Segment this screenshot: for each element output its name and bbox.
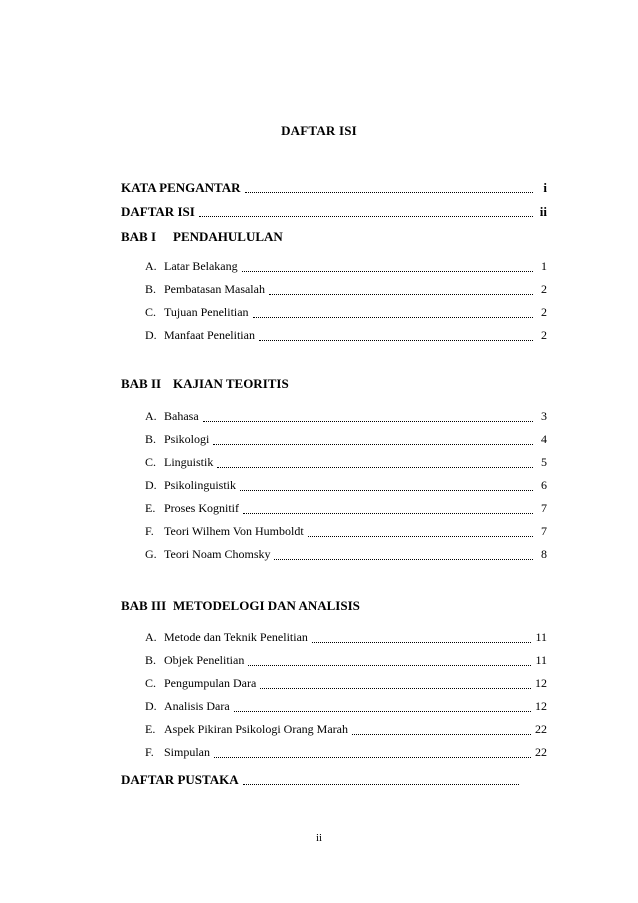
subentry-label: Pengumpulan Dara xyxy=(164,676,257,690)
toc-subentry xyxy=(145,409,547,425)
subentry-page: 11 xyxy=(535,630,547,644)
chapter-title: PENDAHULULAN xyxy=(173,229,283,244)
subentry-page: 7 xyxy=(541,501,547,515)
dot-leader xyxy=(308,526,533,537)
subentry-page: 2 xyxy=(541,305,547,319)
subentry-page: 8 xyxy=(541,547,547,561)
subentry-letter: E. xyxy=(145,722,156,736)
subentry-letter: D. xyxy=(145,699,157,713)
chapter-heading-bab-1 xyxy=(121,229,283,245)
toc-entry-page: ii xyxy=(539,204,547,219)
chapter-title: METODELOGI DAN ANALISIS xyxy=(173,598,360,613)
subentry-page: 5 xyxy=(541,455,547,469)
subentry-label: Teori Noam Chomsky xyxy=(164,547,271,561)
dot-leader xyxy=(203,411,533,422)
toc-entry-label: KATA PENGANTAR xyxy=(121,180,241,195)
dot-leader xyxy=(240,480,533,491)
subentry-label: Proses Kognitif xyxy=(164,501,239,515)
subentry-label: Simpulan xyxy=(164,745,211,759)
dot-leader xyxy=(217,457,533,468)
subentry-letter: D. xyxy=(145,478,157,492)
dot-leader xyxy=(243,503,533,514)
toc-subentry xyxy=(145,722,547,738)
dot-leader xyxy=(260,678,531,689)
chapter-heading-bab-2 xyxy=(121,376,289,392)
subentry-letter: C. xyxy=(145,676,157,690)
subentry-page: 2 xyxy=(541,328,547,342)
toc-subentry xyxy=(145,282,547,298)
subentry-letter: B. xyxy=(145,432,157,446)
dot-leader xyxy=(274,549,533,560)
chapter-heading-bab-3 xyxy=(121,598,360,614)
toc-subentry xyxy=(145,305,547,321)
dot-leader xyxy=(253,307,533,318)
toc-subentry xyxy=(145,328,547,344)
subentry-page: 4 xyxy=(541,432,547,446)
subentry-letter: A. xyxy=(145,409,157,423)
dot-leader xyxy=(352,724,531,735)
subentry-page: 12 xyxy=(535,676,547,690)
subentry-label: Objek Penelitian xyxy=(164,653,245,667)
toc-subentry xyxy=(145,653,547,669)
chapter-number: BAB III xyxy=(121,598,167,613)
subentry-page: 22 xyxy=(535,722,547,736)
toc-subentry xyxy=(145,630,547,646)
subentry-letter: B. xyxy=(145,282,157,296)
subentry-letter: C. xyxy=(145,455,157,469)
subentry-label: Manfaat Penelitian xyxy=(164,328,255,342)
subentry-page: 3 xyxy=(541,409,547,423)
dot-leader xyxy=(248,655,531,666)
subentry-letter: B. xyxy=(145,653,157,667)
dot-leader xyxy=(214,747,531,758)
subentry-page: 2 xyxy=(541,282,547,296)
dot-leader xyxy=(269,284,533,295)
dot-leader xyxy=(245,182,533,193)
subentry-label: Tujuan Penelitian xyxy=(164,305,249,319)
subentry-letter: F. xyxy=(145,745,154,759)
chapter-number: BAB II xyxy=(121,376,162,391)
dot-leader xyxy=(259,330,533,341)
subentry-label: Teori Wilhem Von Humboldt xyxy=(164,524,304,538)
page-title: DAFTAR ISI xyxy=(281,123,357,138)
dot-leader xyxy=(243,774,519,785)
subentry-label: Analisis Dara xyxy=(164,699,230,713)
toc-subentry xyxy=(145,432,547,448)
chapter-title: KAJIAN TEORITIS xyxy=(173,376,289,391)
toc-entry-daftar-pustaka xyxy=(121,772,533,788)
subentry-letter: E. xyxy=(145,501,156,515)
dot-leader xyxy=(312,632,532,643)
subentry-label: Aspek Pikiran Psikologi Orang Marah xyxy=(164,722,348,736)
subentry-letter: A. xyxy=(145,630,157,644)
toc-subentry xyxy=(145,501,547,517)
toc-subentry xyxy=(145,676,547,692)
toc-subentry xyxy=(145,478,547,494)
toc-subentry xyxy=(145,259,547,275)
subentry-letter: G. xyxy=(145,547,157,561)
subentry-label: Psikologi xyxy=(164,432,210,446)
subentry-label: Linguistik xyxy=(164,455,214,469)
toc-subentry xyxy=(145,699,547,715)
subentry-letter: D. xyxy=(145,328,157,342)
subentry-label: Psikolinguistik xyxy=(164,478,237,492)
subentry-page: 6 xyxy=(541,478,547,492)
subentry-page: 22 xyxy=(535,745,547,759)
subentry-letter: C. xyxy=(145,305,157,319)
toc-subentry xyxy=(145,547,547,563)
subentry-label: Latar Belakang xyxy=(164,259,238,273)
subentry-letter: F. xyxy=(145,524,154,538)
toc-entry-page: i xyxy=(543,180,547,195)
subentry-letter: A. xyxy=(145,259,157,273)
toc-subentry xyxy=(145,745,547,761)
toc-subentry xyxy=(145,524,547,540)
subentry-page: 11 xyxy=(535,653,547,667)
toc-entry-label: DAFTAR PUSTAKA xyxy=(121,772,239,787)
page-number: ii xyxy=(315,832,323,844)
subentry-label: Pembatasan Masalah xyxy=(164,282,265,296)
toc-entry-daftar-isi xyxy=(121,204,547,220)
dot-leader xyxy=(213,434,533,445)
subentry-page: 1 xyxy=(541,259,547,273)
subentry-label: Metode dan Teknik Penelitian xyxy=(164,630,308,644)
toc-entry-kata-pengantar xyxy=(121,180,547,196)
subentry-page: 7 xyxy=(541,524,547,538)
toc-entry-label: DAFTAR ISI xyxy=(121,204,195,219)
subentry-page: 12 xyxy=(535,699,547,713)
dot-leader xyxy=(199,206,533,217)
toc-subentry xyxy=(145,455,547,471)
dot-leader xyxy=(234,701,531,712)
chapter-number: BAB I xyxy=(121,229,157,244)
subentry-label: Bahasa xyxy=(164,409,199,423)
dot-leader xyxy=(242,261,533,272)
